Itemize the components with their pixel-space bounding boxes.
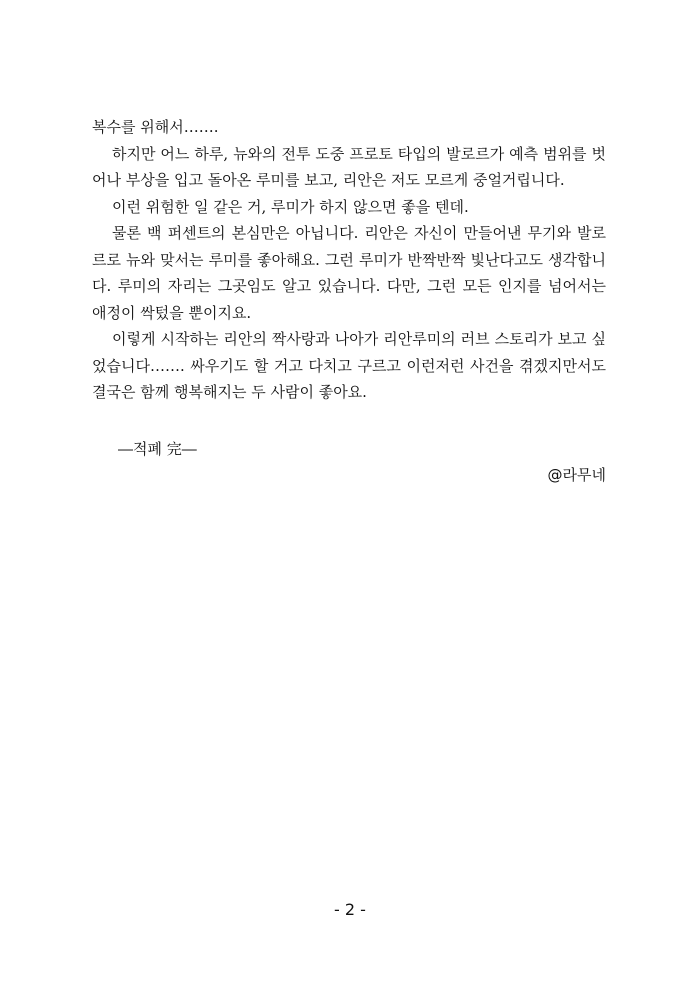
paragraph-2: 하지만 어느 하루, 뉴와의 전투 도중 프로토 타입의 발로르가 예측 범위를 벗어나 부상을 입고 돌아온 루미를 보고, 리안은 저도 모르게 중얼거립니다. bbox=[92, 144, 606, 189]
paragraph-5: 이렇게 시작하는 리안의 짝사랑과 나아가 리안루미의 러브 스토리가 보고 싶었습니다……. 싸우기도 할 거고 다치고 구르고 이런저런 사건을 겪겠지만서도 결국은 함께 행복해지는 두 사람이 좋아요. bbox=[92, 330, 606, 401]
author-handle: @라무네 bbox=[547, 466, 606, 484]
paragraph-1: 복수를 위해서……. bbox=[92, 118, 219, 136]
page-number: - 2 - bbox=[334, 900, 366, 919]
signoff-text: ―적폐 完― bbox=[118, 440, 197, 458]
paragraph-3: 이런 위험한 일 같은 거, 루미가 하지 않으면 좋을 텐데. bbox=[112, 197, 469, 216]
paragraph-4: 물론 백 퍼센트의 본심만은 아닙니다. 리안은 자신이 만들어낸 무기와 발로르로 뉴와 맞서는 루미를 좋아해요. 그런 루미가 반짝반짝 빛난다고도 생각합니다. 루미의 자리는 그곳임도 알고 있습니다. 다만, 그런 모든 인지를 넘어서는 애정이 싹텄을 뿐이지요. bbox=[92, 224, 606, 322]
afterword-body bbox=[92, 114, 606, 406]
